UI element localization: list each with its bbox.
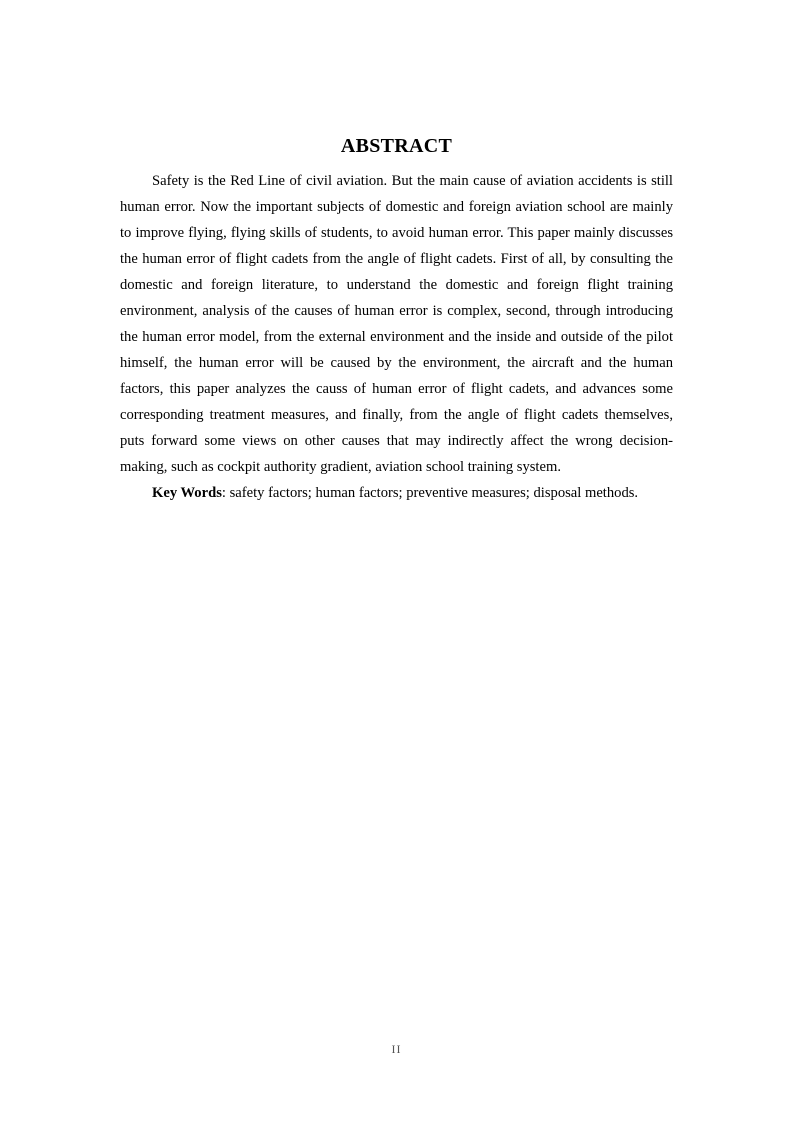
keywords-text: : safety factors; human factors; preventive measures; disposal methods. xyxy=(221,485,639,501)
keywords-paragraph xyxy=(120,480,673,506)
keywords-label: Key Words xyxy=(152,485,222,501)
abstract-body xyxy=(120,168,673,506)
abstract-title: ABSTRACT xyxy=(340,135,453,157)
abstract-paragraph: Safety is the Red Line of civil aviation. But the main cause of aviation accidents is still human error. Now the important subjects of domestic and foreign aviation school are mainly to improve flying, flying skills of students, to avoid human error. This paper mainly discusses the human error of flight cadets from the angle of flight cadets. First of all, by consulting the domestic and foreign literature, to understand the domestic and foreign flight training environment, analysis of the causes of human error is complex, second, through introducing the human error model, from the external environment and the inside and outside of the pilot himself, the human error will be caused by the environment, the aircraft and the human factors, this paper analyzes the causs of human error of flight cadets, and advances some corresponding treatment measures, and finally, from the angle of flight cadets themselves, puts forward some views on other causes that may indirectly affect the wrong decision-making, such as cockpit authority gradient, aviation school training system. xyxy=(120,173,673,475)
page-number: II xyxy=(391,1042,402,1056)
